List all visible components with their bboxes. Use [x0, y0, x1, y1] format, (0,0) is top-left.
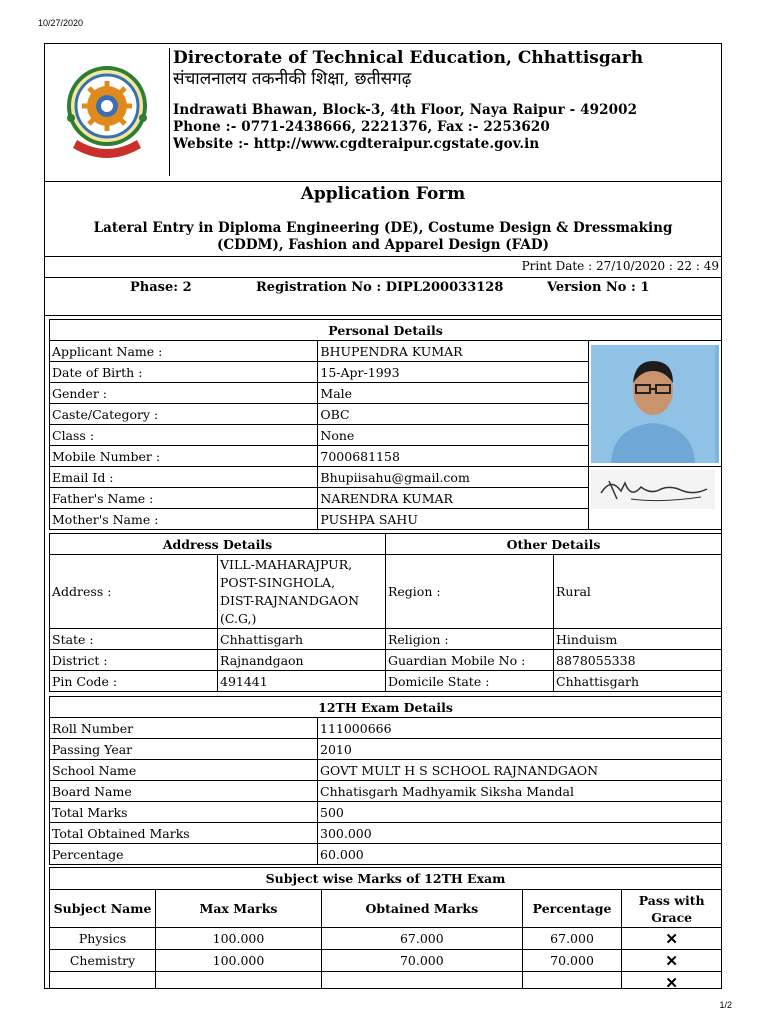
signature-icon [591, 469, 715, 509]
personal-label: Date of Birth : [50, 362, 318, 383]
personal-value: NARENDRA KUMAR [318, 488, 588, 509]
max-marks-header: Max Marks [156, 890, 322, 928]
grace-cross-icon: ✕ [622, 928, 722, 950]
state-value: Chhattisgarh [218, 629, 386, 650]
obtained-marks-header: Obtained Marks [321, 890, 522, 928]
pin-code-label: Pin Code : [50, 671, 218, 692]
percentage-header: Percentage [522, 890, 622, 928]
signature-cell [588, 467, 721, 530]
personal-label: Mother's Name : [50, 509, 318, 530]
religion-label: Religion : [386, 629, 554, 650]
personal-details-table [49, 319, 722, 530]
state-label: State : [50, 629, 218, 650]
personal-label: Father's Name : [50, 488, 318, 509]
address-details-table [49, 533, 722, 692]
religion-value: Hinduism [554, 629, 722, 650]
personal-label: Class : [50, 425, 318, 446]
print-date: Print Date : 27/10/2020 : 22 : 49 [521, 259, 719, 273]
exam-label: Passing Year [50, 739, 318, 760]
personal-value: OBC [318, 404, 588, 425]
org-title-hindi: संचालनालय तकनीकी शिक्षा, छतीसगढ़ [173, 69, 412, 89]
region-value: Rural [554, 555, 722, 629]
person-photo-icon [591, 345, 715, 463]
exam-label: Total Obtained Marks [50, 823, 318, 844]
logo-cell [49, 48, 170, 176]
photo-cell [588, 341, 721, 467]
address-label: Address : [50, 555, 218, 629]
org-website: Website :- http://www.cgdteraipur.cgstate.gov.in [173, 136, 540, 152]
subject-name: Chemistry [50, 950, 156, 972]
grace-cross-icon: ✕ [622, 950, 722, 972]
exam-value: GOVT MULT H S SCHOOL RAJNANDGAON [318, 760, 722, 781]
percentage: 70.000 [522, 950, 622, 972]
personal-label: Gender : [50, 383, 318, 404]
obtained-marks [321, 972, 522, 990]
exam-value: 500 [318, 802, 722, 823]
domicile-state-value: Chhattisgarh [554, 671, 722, 692]
exam-value: 111000666 [318, 718, 722, 739]
exam-value: 60.000 [318, 844, 722, 865]
personal-label: Applicant Name : [50, 341, 318, 362]
address-line: (C.G,) [220, 610, 257, 626]
exam-label: Roll Number [50, 718, 318, 739]
form-title: Application Form [300, 184, 466, 204]
divider [45, 315, 721, 316]
grace-cross-icon: ✕ [622, 972, 722, 990]
personal-label: Caste/Category : [50, 404, 318, 425]
personal-value: None [318, 425, 588, 446]
address-value [218, 555, 386, 629]
personal-details-title: Personal Details [50, 320, 722, 341]
obtained-marks: 70.000 [321, 950, 522, 972]
address-line: POST-SINGHOLA, [220, 574, 336, 590]
personal-value: BHUPENDRA KUMAR [318, 341, 588, 362]
phase: Phase: 2 [130, 280, 192, 295]
guardian-mobile-value: 8878055338 [554, 650, 722, 671]
print-date-row [45, 256, 721, 278]
subject-name-header: Subject Name [50, 890, 156, 928]
registration-no: Registration No : DIPL200033128 [256, 280, 504, 295]
exam-value: Chhatisgarh Madhyamik Siksha Mandal [318, 781, 722, 802]
max-marks [156, 972, 322, 990]
address-details-title: Address Details [50, 534, 386, 555]
personal-value: 7000681158 [318, 446, 588, 467]
obtained-marks: 67.000 [321, 928, 522, 950]
exam-details-title: 12TH Exam Details [50, 697, 722, 718]
header [45, 44, 721, 182]
personal-value: Male [318, 383, 588, 404]
application-form [44, 43, 722, 989]
exam-label: School Name [50, 760, 318, 781]
page-number: 1/2 [719, 1000, 732, 1010]
other-details-title: Other Details [386, 534, 722, 555]
print-date-top: 10/27/2020 [38, 18, 84, 28]
subject-marks-title: Subject wise Marks of 12TH Exam [50, 868, 722, 889]
region-label: Region : [386, 555, 554, 629]
exam-label: Percentage [50, 844, 318, 865]
dte-logo-icon [49, 48, 169, 176]
personal-value: 15-Apr-1993 [318, 362, 588, 383]
address-line: VILL-MAHARAJPUR, [220, 556, 353, 572]
version-no: Version No : 1 [547, 280, 650, 295]
exam-label: Board Name [50, 781, 318, 802]
org-address: Indrawati Bhawan, Block-3, 4th Floor, Naya Raipur - 492002 [173, 102, 638, 118]
org-title: Directorate of Technical Education, Chhattisgarh [173, 48, 644, 68]
percentage: 67.000 [522, 928, 622, 950]
subject-marks-grid [49, 889, 722, 989]
district-label: District : [50, 650, 218, 671]
applicant-photo [591, 345, 719, 463]
personal-value: Bhupiisahu@gmail.com [318, 467, 588, 488]
guardian-mobile-label: Guardian Mobile No : [386, 650, 554, 671]
exam-value: 2010 [318, 739, 722, 760]
form-subtitle: Lateral Entry in Diploma Engineering (DE), Costume Design & Dressmaking (CDDM), Fashion and Apparel Design (FAD) [93, 220, 673, 253]
percentage [522, 972, 622, 990]
district-value: Rajnandgaon [218, 650, 386, 671]
pass-with-grace-header: Pass with Grace [622, 890, 722, 928]
subject-name: Physics [50, 928, 156, 950]
header-text [173, 48, 643, 153]
max-marks: 100.000 [156, 928, 322, 950]
domicile-state-label: Domicile State : [386, 671, 554, 692]
exam-value: 300.000 [318, 823, 722, 844]
exam-label: Total Marks [50, 802, 318, 823]
exam-details-table [49, 696, 722, 865]
subject-name [50, 972, 156, 990]
subject-marks-table [49, 867, 722, 889]
personal-label: Email Id : [50, 467, 318, 488]
personal-value: PUSHPA SAHU [318, 509, 588, 530]
pin-code-value: 491441 [218, 671, 386, 692]
org-phone: Phone :- 0771-2438666, 2221376, Fax :- 2253620 [173, 119, 550, 135]
address-line: DIST-RAJNANDGAON [220, 592, 360, 608]
personal-label: Mobile Number : [50, 446, 318, 467]
max-marks: 100.000 [156, 950, 322, 972]
